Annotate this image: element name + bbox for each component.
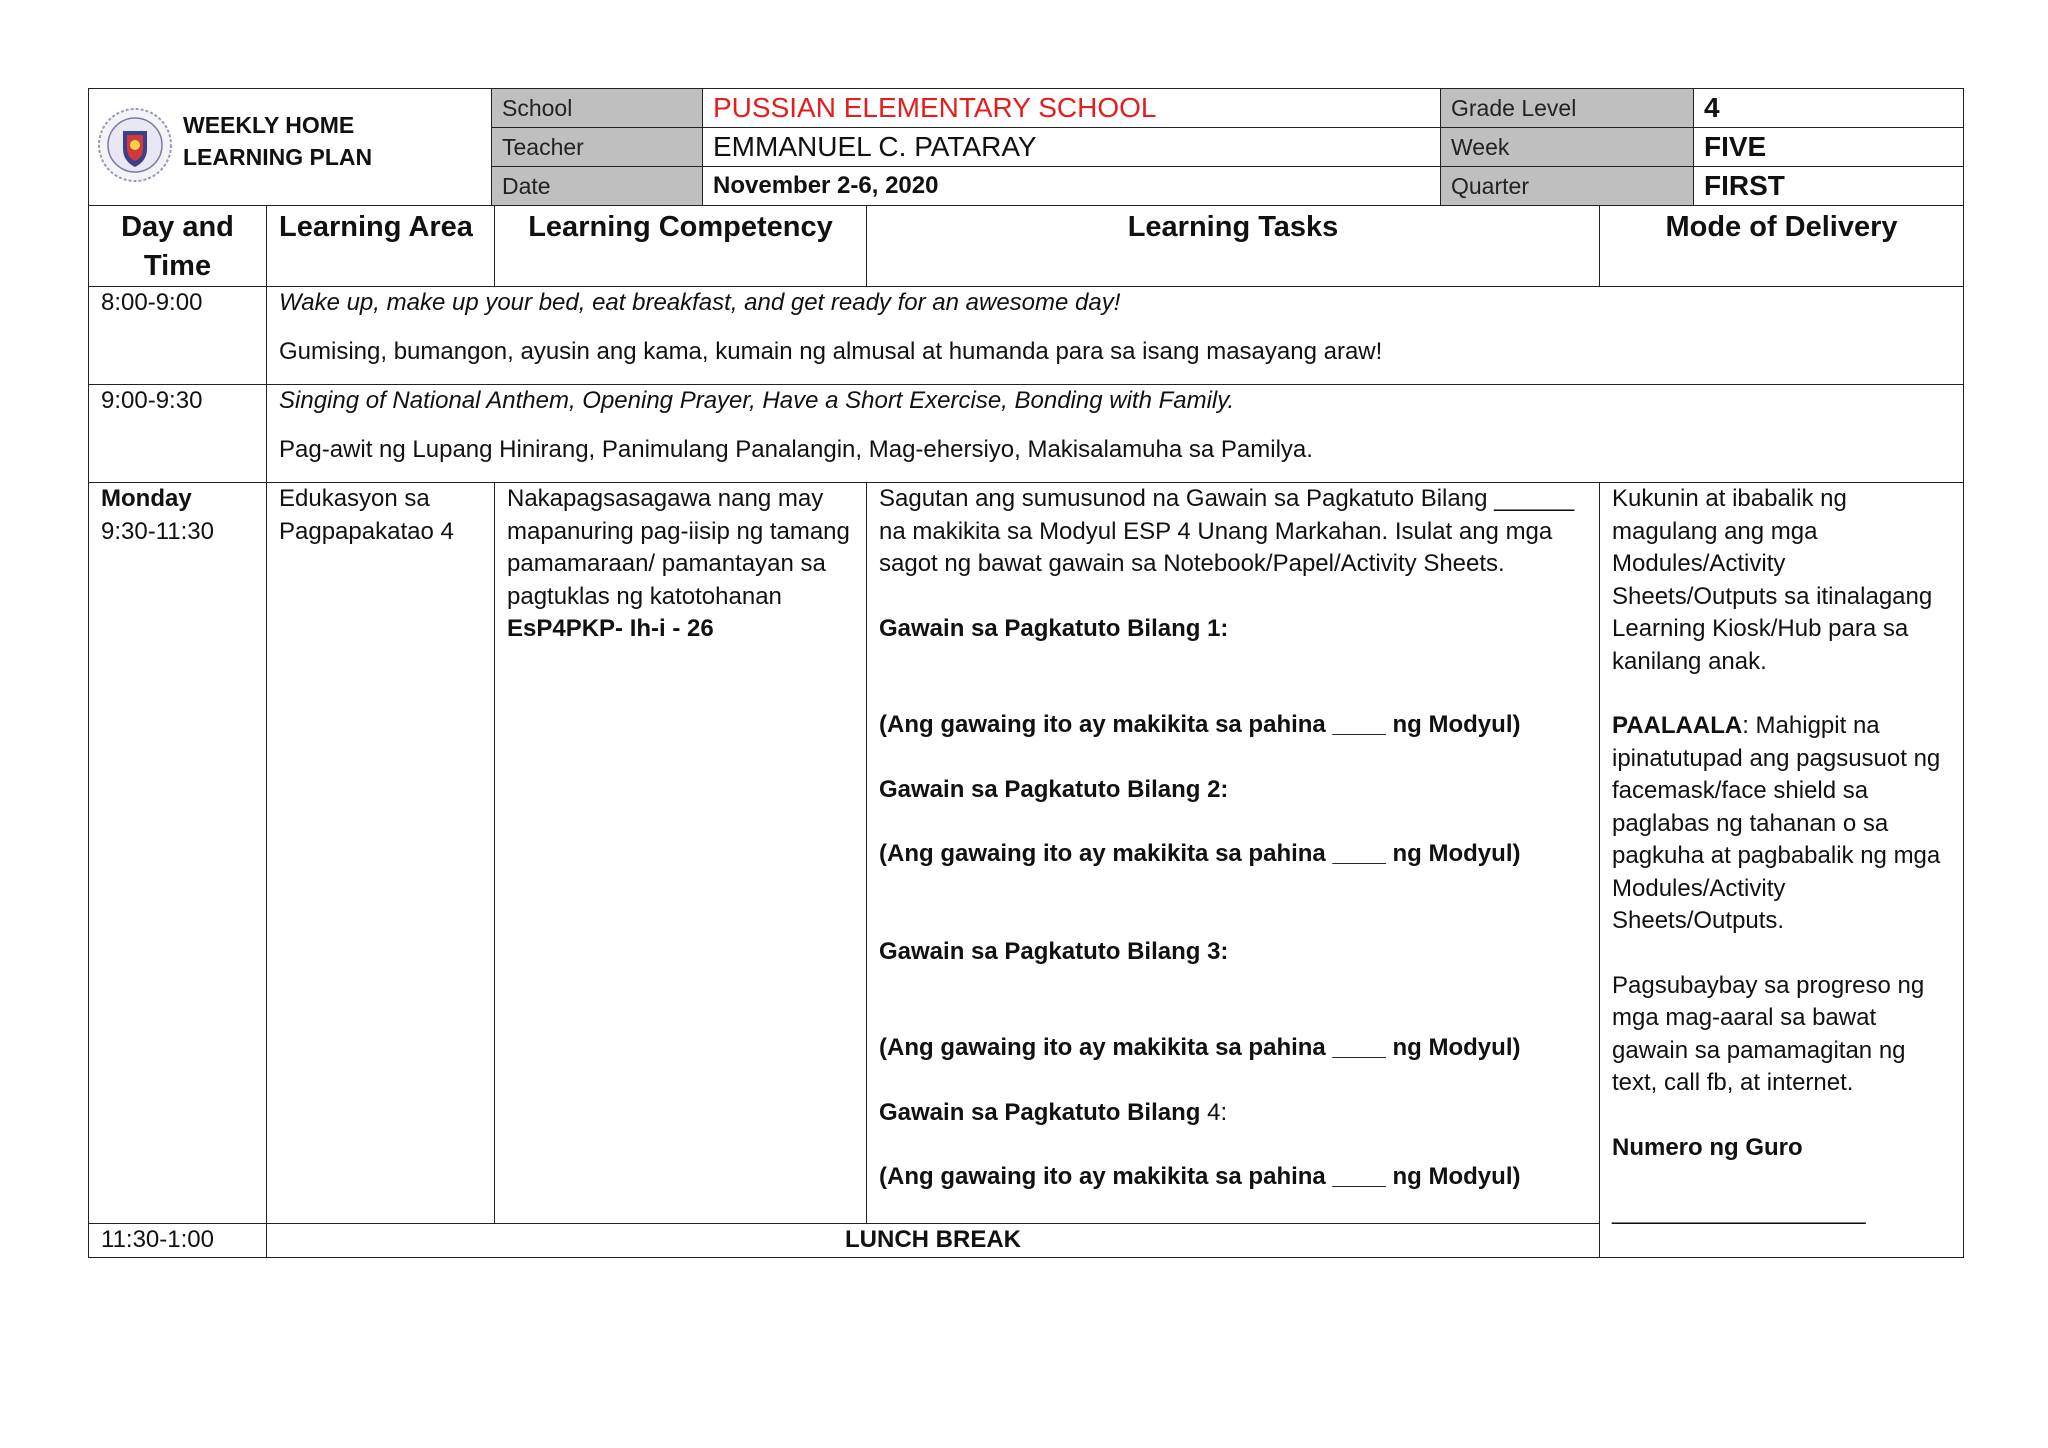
column-header-row bbox=[89, 206, 1964, 287]
teacher-value: EMMANUEL C. PATARAY bbox=[703, 128, 1441, 167]
page-note-1: (Ang gawaing ito ay makikita sa pahina ____ ng Modyul) bbox=[879, 711, 1521, 738]
quarter-label: Quarter bbox=[1441, 167, 1694, 206]
lunch-break-cell: LUNCH BREAK bbox=[267, 1224, 1600, 1258]
page-note-3: (Ang gawaing ito ay makikita sa pahina ____ ng Modyul) bbox=[879, 1034, 1521, 1061]
header-table bbox=[88, 88, 1964, 206]
table-row-monday bbox=[89, 483, 1964, 1224]
time-label: 9:30-11:30 bbox=[101, 517, 214, 545]
week-value: FIVE bbox=[1694, 128, 1964, 167]
tasks-intro: Sagutan ang sumusunod na Gawain sa Pagkatuto Bilang ______ na makikita sa Modyul ESP 4 Unang Markahan. Isulat ang mga sagot ng bawat gawain sa Notebook/Papel/Activity Sheets. bbox=[879, 485, 1575, 577]
learning-competency-cell bbox=[495, 483, 867, 1224]
activity-cell bbox=[267, 385, 1964, 483]
time-cell: 8:00-9:00 bbox=[89, 287, 267, 385]
activity-line-filipino: Pag-awit ng Lupang Hinirang, Panimulang Panalangin, Mag-ehersiyo, Makisalamuha sa Pamilya. bbox=[279, 435, 1313, 463]
paalala-label: PAALAALA bbox=[1612, 712, 1743, 739]
table-row bbox=[89, 287, 1964, 385]
learning-plan-page bbox=[88, 88, 1963, 1258]
week-label: Week bbox=[1441, 128, 1694, 167]
grade-level-label: Grade Level bbox=[1441, 89, 1694, 128]
competency-code: EsP4PKP- Ih-i - 26 bbox=[507, 615, 714, 642]
gawain-4 bbox=[879, 1097, 1587, 1130]
table-row bbox=[89, 385, 1964, 483]
competency-text: Nakapagsasagawa nang may mapanuring pag-iisip ng tamang pamamaraan/ pamantayan sa pagtuklas ng katotohanan bbox=[507, 485, 850, 610]
logo-title-cell bbox=[89, 89, 492, 206]
deped-seal-icon bbox=[97, 107, 173, 183]
quarter-value: FIRST bbox=[1694, 167, 1964, 206]
teacher-number-blank: ___________________ bbox=[1612, 1198, 1866, 1225]
teacher-number-label: Numero ng Guro bbox=[1612, 1133, 1803, 1161]
time-cell: 11:30-1:00 bbox=[89, 1224, 267, 1258]
learning-area-cell: Edukasyon sa Pagpapakatao 4 bbox=[267, 483, 495, 1224]
gawain-2: Gawain sa Pagkatuto Bilang 2: bbox=[879, 775, 1229, 803]
gawain-1: Gawain sa Pagkatuto Bilang 1: bbox=[879, 614, 1229, 642]
col-learning-tasks: Learning Tasks bbox=[867, 206, 1600, 287]
mode-of-delivery-cell bbox=[1600, 483, 1964, 1258]
gawain-4-label: Gawain sa Pagkatuto Bilang bbox=[879, 1098, 1201, 1126]
plan-title-line2: LEARNING PLAN bbox=[183, 144, 373, 170]
school-label: School bbox=[492, 89, 703, 128]
schedule-table bbox=[88, 205, 1964, 1258]
grade-level-value: 4 bbox=[1694, 89, 1964, 128]
school-value: PUSSIAN ELEMENTARY SCHOOL bbox=[703, 89, 1441, 128]
teacher-label: Teacher bbox=[492, 128, 703, 167]
day-label: Monday bbox=[101, 485, 192, 512]
mode-paalala bbox=[1612, 710, 1951, 938]
paalala-text: : Mahigpit na ipinatutupad ang pagsusuot ng facemask/face shield sa paglabas ng tahanan o sa pagkuha at pagbabalik ng mga Modules/Activity Sheets/Outputs. bbox=[1612, 712, 1941, 934]
col-mode-of-delivery: Mode of Delivery bbox=[1600, 206, 1964, 287]
col-learning-competency: Learning Competency bbox=[495, 206, 867, 287]
activity-line-english: Singing of National Anthem, Opening Prayer, Have a Short Exercise, Bonding with Family. bbox=[279, 387, 1235, 414]
mode-pickup-text: Kukunin at ibabalik ng magulang ang mga Modules/Activity Sheets/Outputs sa itinalagang Learning Kiosk/Hub para sa kanilang anak. bbox=[1612, 485, 1933, 675]
date-value: November 2-6, 2020 bbox=[703, 167, 1441, 206]
date-label: Date bbox=[492, 167, 703, 206]
plan-title-line1: WEEKLY HOME bbox=[183, 112, 355, 138]
learning-tasks-cell bbox=[867, 483, 1600, 1224]
activity-line-english: Wake up, make up your bed, eat breakfast, and get ready for an awesome day! bbox=[279, 289, 1121, 316]
col-day-time: Day and Time bbox=[89, 206, 267, 287]
activity-cell bbox=[267, 287, 1964, 385]
activity-line-filipino: Gumising, bumangon, ayusin ang kama, kumain ng almusal at humanda para sa isang masayang araw! bbox=[279, 337, 1383, 365]
col-learning-area: Learning Area bbox=[267, 206, 495, 287]
gawain-4-number: 4: bbox=[1200, 1098, 1228, 1126]
gawain-3: Gawain sa Pagkatuto Bilang 3: bbox=[879, 937, 1229, 965]
time-cell: 9:00-9:30 bbox=[89, 385, 267, 483]
mode-monitoring-text: Pagsubaybay sa progreso ng mga mag-aaral sa bawat gawain sa pamamagitan ng text, call fb, at internet. bbox=[1612, 971, 1925, 1096]
page-note-4: (Ang gawaing ito ay makikita sa pahina ____ ng Modyul) bbox=[879, 1163, 1521, 1190]
day-time-cell bbox=[89, 483, 267, 1224]
page-note-2: (Ang gawaing ito ay makikita sa pahina ____ ng Modyul) bbox=[879, 840, 1521, 867]
